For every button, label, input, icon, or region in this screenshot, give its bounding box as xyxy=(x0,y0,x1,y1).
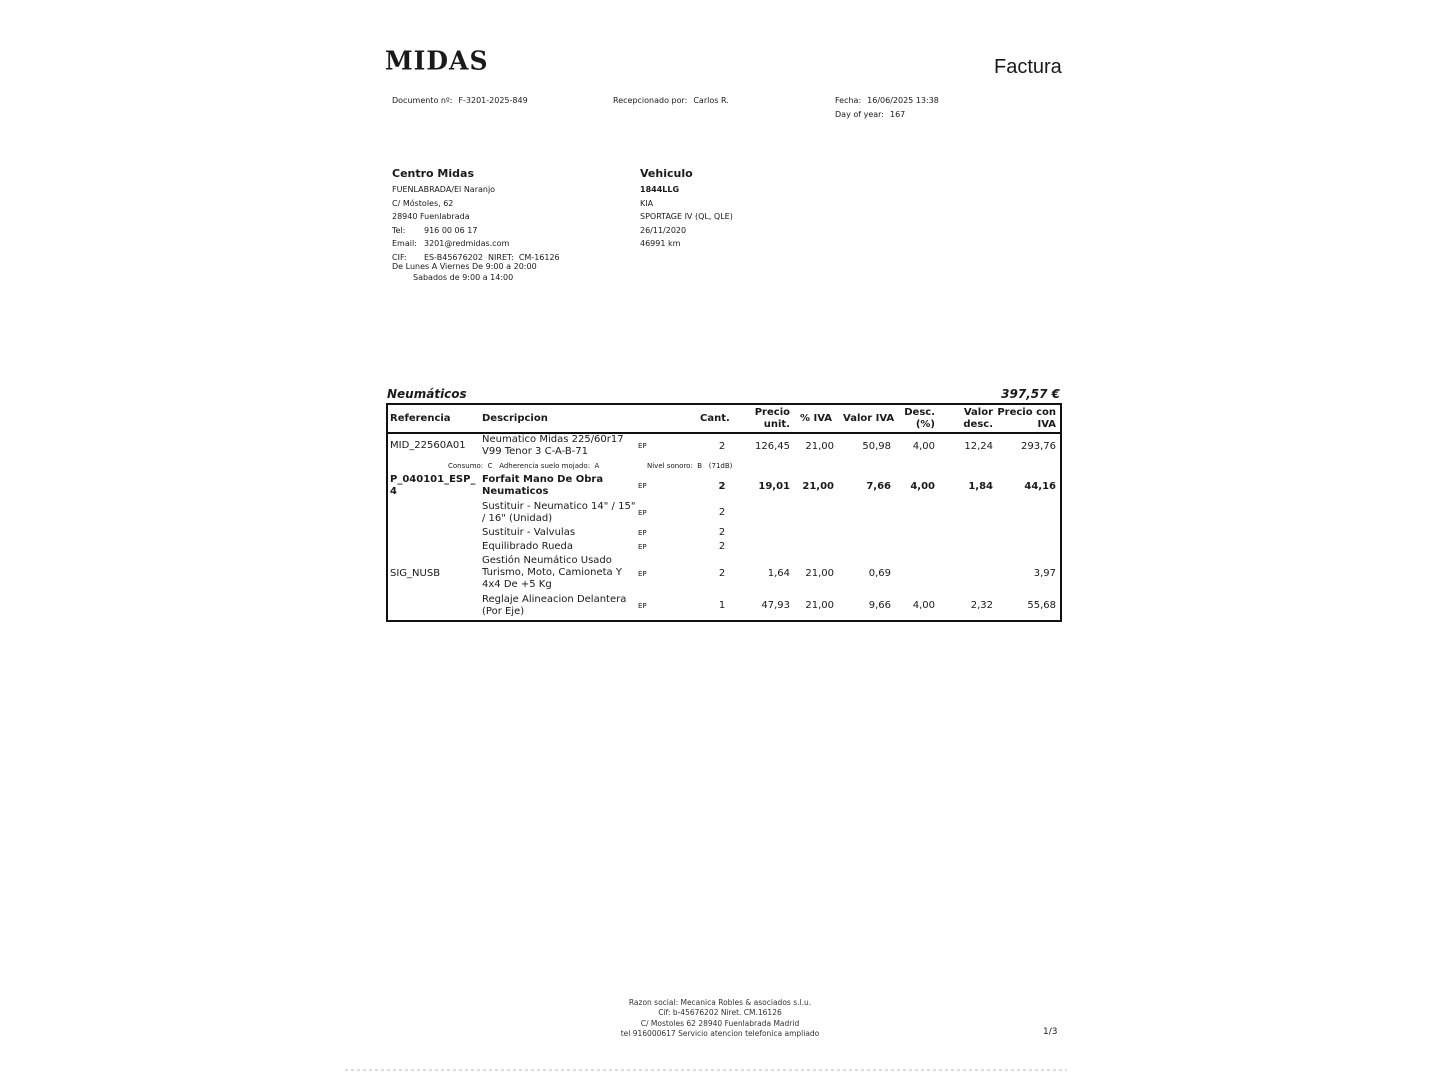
row2-ref-line2: 4 xyxy=(390,486,397,497)
th-desc-line1: Desc. xyxy=(904,407,935,418)
row2-ep: EP xyxy=(638,482,647,490)
th-vdesc-line2: desc. xyxy=(963,419,993,430)
horario-saturday: Sabados de 9:00 a 14:00 xyxy=(413,272,514,282)
horario xyxy=(392,262,537,283)
tyre-label-info xyxy=(448,462,599,470)
horario-weekday: De Lunes A Viernes De 9:00 a 20:00 xyxy=(392,262,537,271)
row6-ep: EP xyxy=(638,570,647,578)
cif-label: CIF: xyxy=(392,252,407,262)
row6-desc-line3: 4x4 De +5 Kg xyxy=(482,579,552,590)
tel-value: 916 00 06 17 xyxy=(424,225,478,235)
th-vdesc-line1: Valor xyxy=(963,407,993,418)
vehiculo-info xyxy=(640,183,733,251)
th-valor-iva: Valor IVA xyxy=(843,413,895,424)
fecha-label: Fecha: xyxy=(835,96,862,105)
niret-label: NIRET: xyxy=(488,252,514,262)
th-descripcion: Descripcion xyxy=(482,413,548,424)
row2-desc-line1: Forfait Mano De Obra xyxy=(482,474,604,485)
centro-info xyxy=(392,183,560,264)
row4-ep: EP xyxy=(638,529,647,537)
row1-valor-iva: 50,98 xyxy=(862,441,891,452)
consumo-value: C xyxy=(487,462,493,470)
recepcionado-label: Recepcionado por: xyxy=(613,96,688,105)
row2-valor-iva: 7,66 xyxy=(866,481,891,492)
row3-cant: 2 xyxy=(718,507,726,518)
row6-precio: 1,64 xyxy=(767,568,790,579)
footer-line4: tel 916000617 Servicio atencion telefonica ampliado xyxy=(620,1028,820,1038)
th-precio-line1: Precio xyxy=(754,407,790,418)
footer-line3: C/ Mostoles 62 28940 Fuenlabrada Madrid xyxy=(640,1018,800,1028)
footer-line1: Razon social: Mecanica Robles & asociados s.l.u. xyxy=(628,998,812,1007)
row6-desc-line1: Gestión Neumático Usado xyxy=(482,555,612,566)
row7-iva: 21,00 xyxy=(805,600,834,611)
vehiculo-km: 46991 km xyxy=(640,239,681,248)
th-valor-desc xyxy=(950,407,993,431)
row1-iva: 21,00 xyxy=(805,441,834,452)
row6-iva: 21,00 xyxy=(805,568,834,579)
cif-value: ES-B45676202 xyxy=(424,252,483,262)
row2-iva: 21,00 xyxy=(802,481,834,492)
row2-referencia xyxy=(390,474,475,498)
centro-line2: C/ Móstoles, 62 xyxy=(392,198,454,208)
row3-desc-line2: / 16" (Unidad) xyxy=(482,513,553,524)
centro-tel xyxy=(392,224,560,238)
row6-total: 3,97 xyxy=(1033,568,1056,579)
row1-desc-line1: Neumatico Midas 225/60r17 xyxy=(482,434,624,445)
email-value: 3201@redmidas.com xyxy=(424,239,510,248)
documento-field xyxy=(392,96,528,105)
footer-line2: Cif: b-45676202 Niret. CM.16126 xyxy=(658,1008,782,1018)
row1-ep: EP xyxy=(638,442,647,450)
nivel-sonoro-db: (71dB) xyxy=(708,462,733,470)
page-number: 1/3 xyxy=(1043,1027,1058,1037)
vehiculo-title: Vehiculo xyxy=(640,167,693,180)
row2-valor-desc: 1,84 xyxy=(968,481,993,492)
email-label: Email: xyxy=(392,239,417,248)
document-title: Factura xyxy=(994,56,1062,78)
row7-valor-desc: 2,32 xyxy=(970,600,993,611)
row7-desc-line1: Reglaje Alineacion Delantera xyxy=(482,594,627,605)
day-of-year-value: 167 xyxy=(890,110,906,119)
th-precio-line2: unit. xyxy=(763,419,790,430)
vehiculo-fecha: 26/11/2020 xyxy=(640,225,687,235)
row1-descripcion xyxy=(482,434,624,458)
row2-desc: 4,00 xyxy=(910,481,935,492)
row6-referencia: SIG_NUSB xyxy=(390,568,441,579)
row7-precio: 47,93 xyxy=(761,600,790,611)
consumo-label: Consumo: xyxy=(448,462,484,470)
nivel-sonoro-value: B xyxy=(697,462,703,470)
row2-total: 44,16 xyxy=(1024,481,1056,492)
row2-precio: 19,01 xyxy=(758,481,790,492)
th-precio-con-iva xyxy=(995,407,1056,431)
vehiculo-modelo: SPORTAGE IV (QL, QLE) xyxy=(640,212,733,221)
th-pciva-line1: Precio con xyxy=(997,407,1056,418)
row2-cant: 2 xyxy=(718,481,726,492)
row7-ep: EP xyxy=(638,602,647,610)
th-iva-pct: % IVA xyxy=(800,413,833,424)
row2-descripcion xyxy=(482,474,603,498)
day-of-year-label: Day of year: xyxy=(835,110,884,119)
row2-desc-line2: Neumaticos xyxy=(482,486,549,497)
th-precio-unit xyxy=(745,407,790,431)
vehiculo-matricula: 1844LLG xyxy=(640,185,680,194)
row5-ep: EP xyxy=(638,543,647,551)
adherencia-label: Adherencia suelo mojado: xyxy=(499,462,591,470)
row7-descripcion xyxy=(482,594,626,618)
nivel-sonoro-label: Nivel sonoro: xyxy=(647,462,693,470)
fecha-value: 16/06/2025 13:38 xyxy=(867,96,939,105)
th-cant: Cant. xyxy=(700,413,730,424)
tel-label: Tel: xyxy=(392,225,406,235)
row2-ref-line1: P_040101_ESP_ xyxy=(390,474,476,485)
recepcionado-value: Carlos R. xyxy=(693,96,729,105)
row6-valor-iva: 0,69 xyxy=(868,568,891,579)
niret-value: CM-16126 xyxy=(518,252,560,262)
centro-email xyxy=(392,237,560,251)
row7-valor-iva: 9,66 xyxy=(868,600,891,611)
row1-total: 293,76 xyxy=(1021,441,1056,452)
scan-artifact-line xyxy=(345,1069,1067,1071)
th-pciva-line2: IVA xyxy=(1037,419,1056,430)
row6-descripcion xyxy=(482,555,622,591)
centro-line1: FUENLABRADA/El Naranjo xyxy=(392,185,496,194)
company-footer xyxy=(560,998,880,1039)
day-of-year-field xyxy=(835,110,905,119)
row5-descripcion: Equilibrado Rueda xyxy=(482,541,574,552)
documento-value: F-3201-2025-849 xyxy=(458,96,528,105)
row1-desc-line2: V99 Tenor 3 C-A-B-71 xyxy=(482,446,589,457)
row1-valor-desc: 12,24 xyxy=(964,441,993,452)
section-title: Neumáticos xyxy=(387,387,467,401)
row7-desc-line2: (Por Eje) xyxy=(482,606,525,617)
row6-cant: 2 xyxy=(718,568,726,579)
row4-descripcion: Sustituir - Valvulas xyxy=(482,527,576,538)
row7-cant: 1 xyxy=(718,600,726,611)
row4-cant: 2 xyxy=(718,527,726,538)
row6-desc-line2: Turismo, Moto, Camioneta Y xyxy=(482,567,622,578)
adherencia-value: A xyxy=(594,462,600,470)
recepcionado-field xyxy=(613,96,729,105)
row7-total: 55,68 xyxy=(1027,600,1056,611)
row5-cant: 2 xyxy=(718,541,726,552)
midas-logo: MIDAS xyxy=(385,45,489,76)
row1-desc: 4,00 xyxy=(912,441,935,452)
noise-label-info xyxy=(647,462,732,470)
row3-descripcion xyxy=(482,501,635,525)
th-desc-pct xyxy=(895,407,935,431)
row1-precio: 126,45 xyxy=(755,441,790,452)
section-total: 397,57 € xyxy=(1001,387,1060,401)
centro-title: Centro Midas xyxy=(392,167,474,180)
documento-label: Documento nº: xyxy=(392,96,453,105)
row1-referencia: MID_22560A01 xyxy=(390,440,466,451)
th-desc-line2: (%) xyxy=(915,419,935,430)
fecha-field xyxy=(835,96,939,105)
row3-ep: EP xyxy=(638,509,647,517)
row7-desc: 4,00 xyxy=(912,600,935,611)
vehiculo-marca: KIA xyxy=(640,198,654,208)
row3-desc-line1: Sustituir - Neumatico 14" / 15" xyxy=(482,501,636,512)
row1-cant: 2 xyxy=(718,441,726,452)
centro-line3: 28940 Fuenlabrada xyxy=(392,212,470,221)
th-referencia: Referencia xyxy=(390,413,451,424)
